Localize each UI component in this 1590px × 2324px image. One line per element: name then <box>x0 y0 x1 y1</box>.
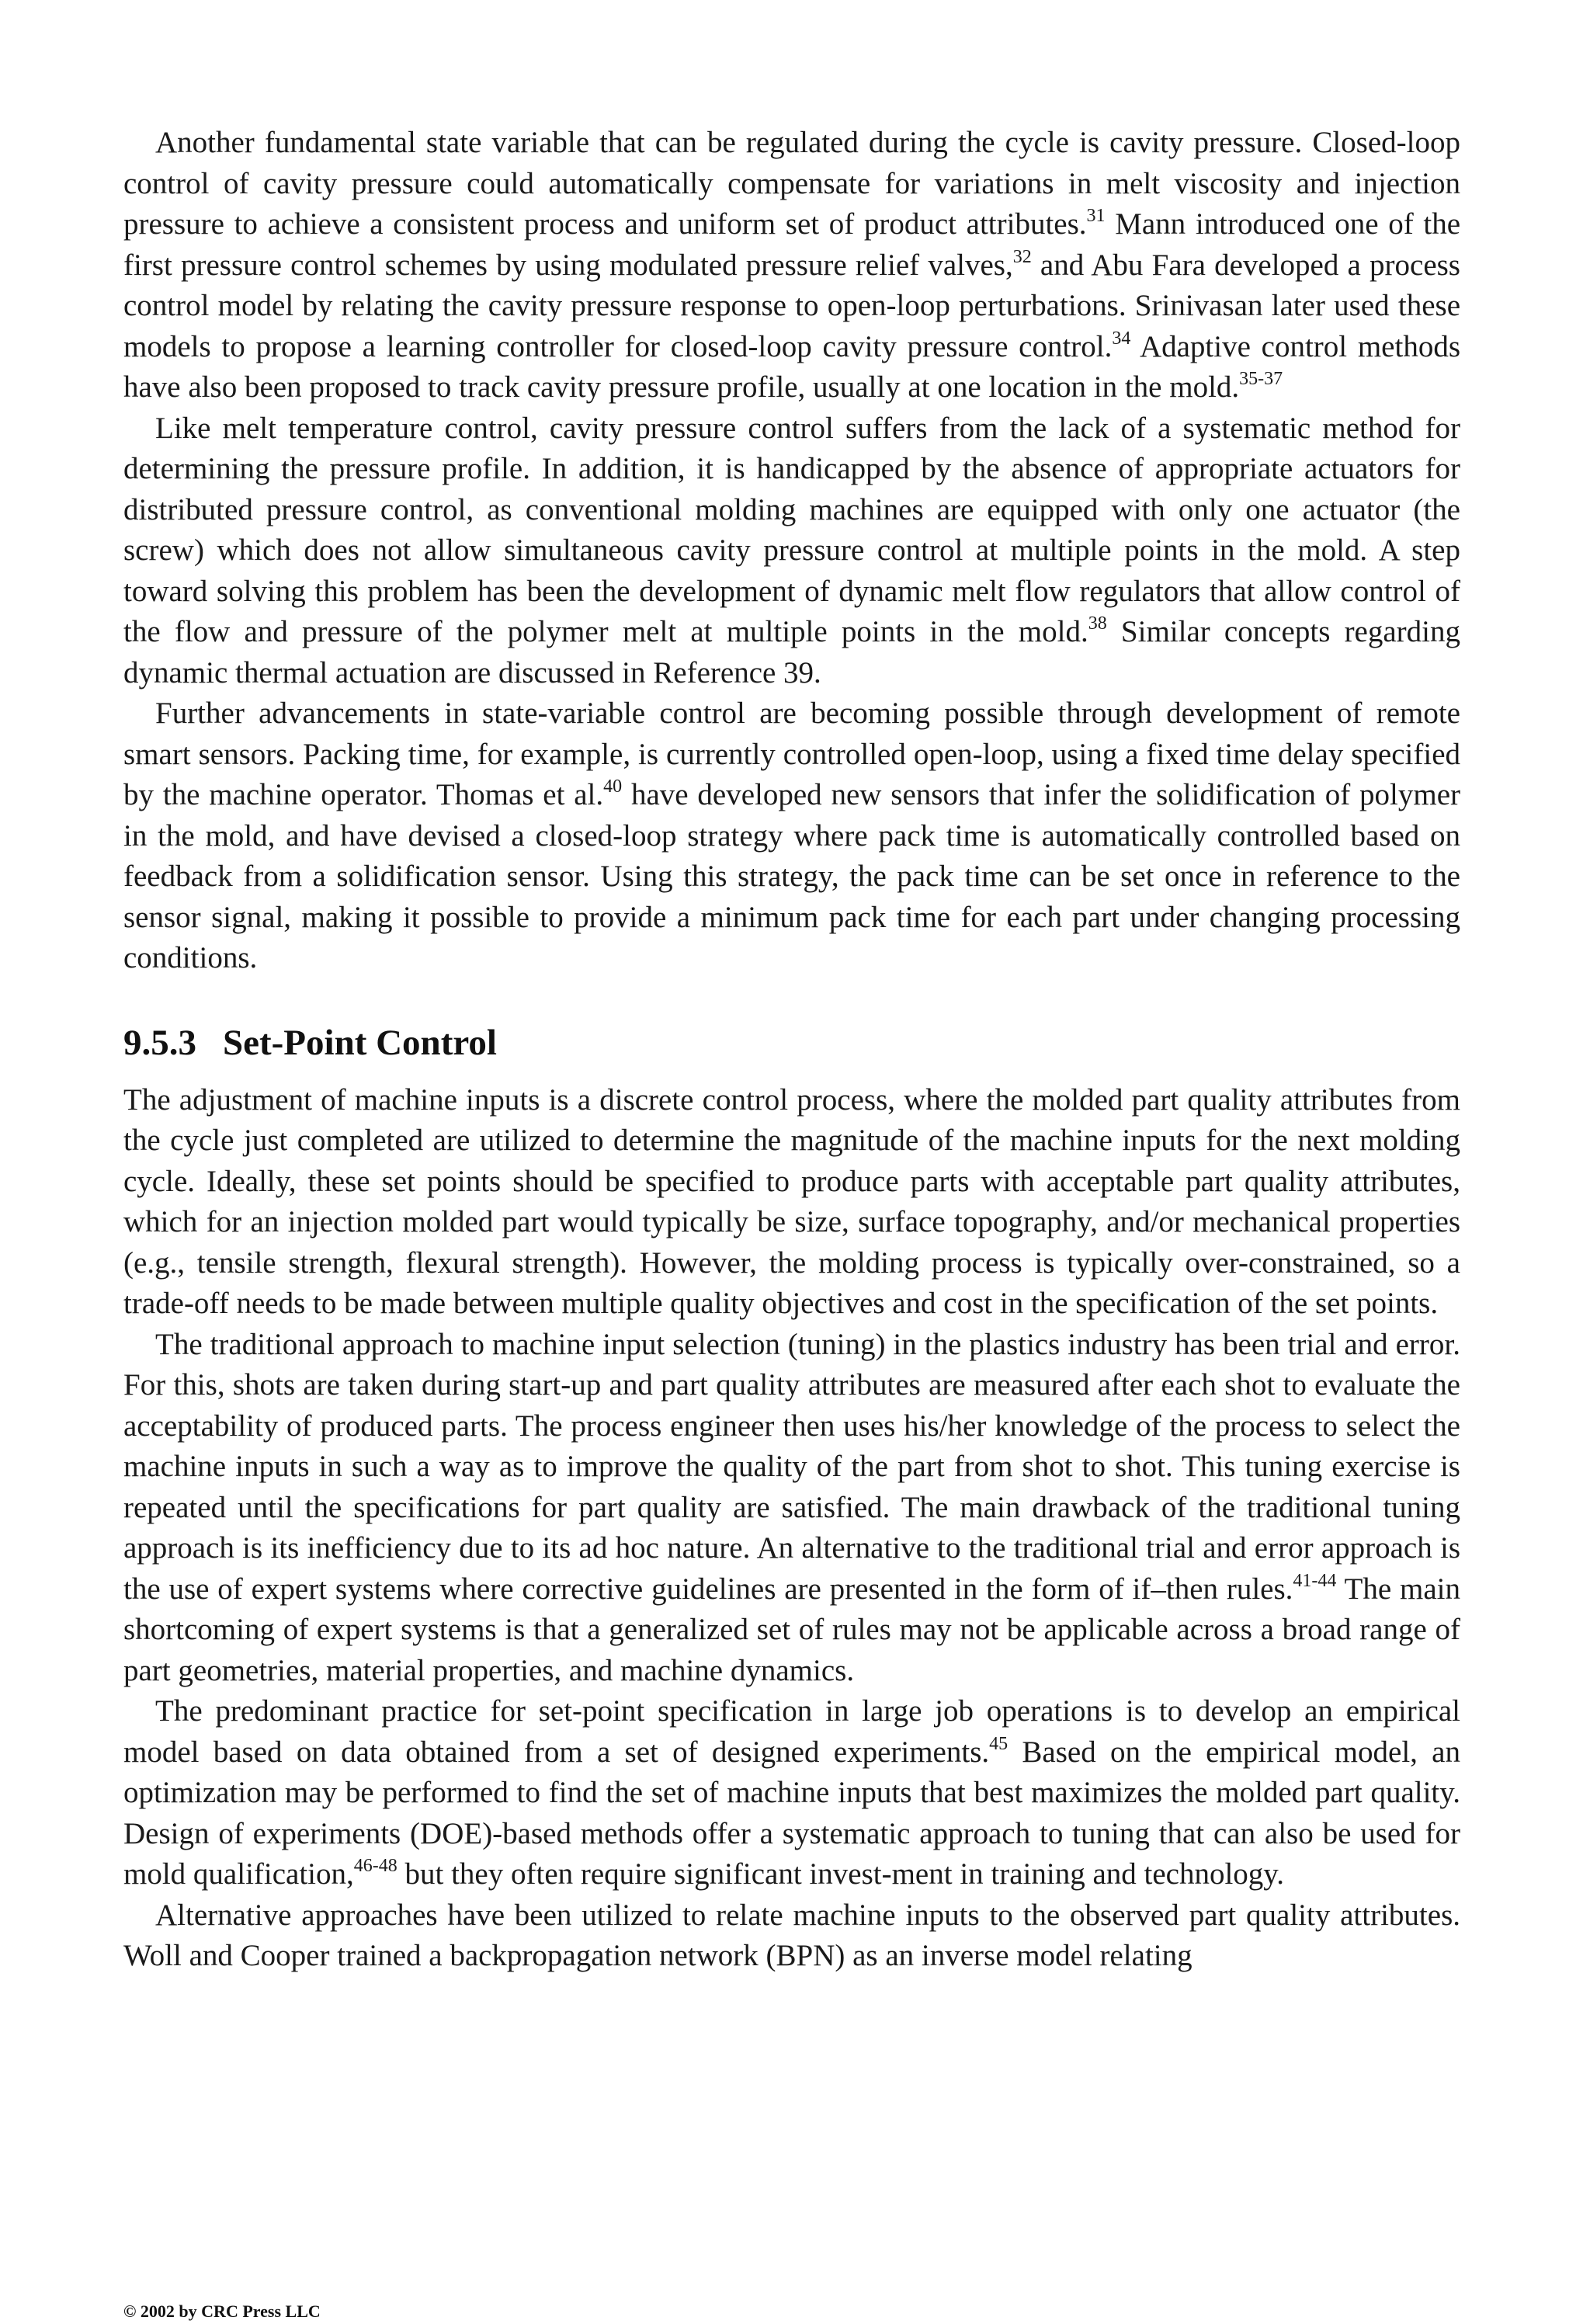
section-heading <box>123 1020 1460 1066</box>
paragraph-text: Similar concepts regarding dynamic thermal actuation are discussed in Reference 39. <box>123 615 1461 690</box>
paragraph-text: Further advancements in state-variable control are becoming possible through development of remote smart sensors. Packing time, for example, is currently controlled open-loop, using a fixed time delay specified by the machine operator. Thomas et al. <box>123 697 1460 811</box>
page-body <box>123 123 1460 1977</box>
section-title: Set-Point Control <box>223 1022 497 1063</box>
citation-superscript: 41-44 <box>1293 1570 1337 1591</box>
paragraph-text: have developed new sensors that infer the solidification of polymer in the mold, and have devised a closed-loop strategy where pack time is automatically controlled based on feedback from a solidification sensor. Using this strategy, the pack time can be set once in reference to the sensor signal, making it possible to provide a minimum pack time for each part under changing processing conditions. <box>123 778 1460 974</box>
copyright-footer: © 2002 by CRC Press LLC <box>123 2301 321 2321</box>
paragraph-text: Based on the empirical model, an optimization may be performed to find the set of machine inputs that best maximizes the molded part quality. Design of experiments (DOE)-based methods offer a systematic approach to tuning that can also be used for mold qualification, <box>123 1735 1460 1891</box>
paragraph-text: Adaptive control methods have also been proposed to track cavity pressure profile, usually at one location in the mold. <box>123 329 1461 404</box>
citation-superscript: 45 <box>989 1733 1009 1754</box>
paragraph-text: The main shortcoming of expert systems is that a generalized set of rules may not be applicable across a broad range of part geometries, material properties, and machine dynamics. <box>123 1572 1460 1687</box>
citation-superscript: 38 <box>1088 613 1107 634</box>
paragraph <box>123 1895 1460 1977</box>
citation-superscript: 35-37 <box>1239 369 1283 389</box>
section-number: 9.5.3 <box>123 1022 196 1063</box>
paragraph <box>123 1325 1460 1692</box>
paragraph-text: but they often require significant invest-ment in training and technology. <box>397 1857 1285 1891</box>
citation-superscript: 31 <box>1086 206 1106 226</box>
paragraph-text: The adjustment of machine inputs is a discrete control process, where the molded part quality attributes from the cycle just completed are utilized to determine the magnitude of the machine inputs for the next molding cycle. Ideally, these set points should be specified to produce parts with acceptable part quality attributes, which for an injection molded part would typically be size, surface topography, and/or mechanical properties (e.g., tensile strength, flexural strength). However, the molding process is typically over-constrained, so a trade-off needs to be made between multiple quality objectives and cost in the specification of the set points. <box>123 1082 1460 1320</box>
citation-superscript: 46-48 <box>353 1856 398 1876</box>
citation-superscript: 40 <box>603 776 623 797</box>
section-paragraphs <box>123 1080 1460 1977</box>
paragraph-text: Mann introduced one of the first pressure control schemes by using modulated pressure relief valves, <box>123 207 1461 282</box>
paragraph <box>123 408 1460 694</box>
citation-superscript: 32 <box>1012 246 1032 267</box>
paragraph-text: and Abu Fara developed a process control model by relating the cavity pressure response to open-loop perturbations. Srinivasan later used these models to propose a learning controller for closed-loop cavity pressure control. <box>123 248 1460 363</box>
paragraph-text: Like melt temperature control, cavity pressure control suffers from the lack of a systematic method for determining the pressure profile. In addition, it is handicapped by the absence of appropriate actuators for distributed pressure control, as conventional molding machines are equipped with only one actuator (the screw) which does not allow simultaneous cavity pressure control at multiple points in the mold. A step toward solving this problem has been the development of dynamic melt flow regulators that allow control of the flow and pressure of the polymer melt at multiple points in the mold. <box>123 411 1460 648</box>
citation-superscript: 34 <box>1112 328 1131 349</box>
paragraph-text: The predominant practice for set-point specification in large job operations is to develop an empirical model based on data obtained from a set of designed experiments. <box>123 1694 1460 1769</box>
paragraph <box>123 693 1460 979</box>
paragraph <box>123 1080 1460 1325</box>
intro-paragraphs <box>123 123 1460 979</box>
paragraph-text: The traditional approach to machine input selection (tuning) in the plastics industry has been trial and error. For this, shots are taken during start-up and part quality attributes are measured after each shot to evaluate the acceptability of produced parts. The process engineer then uses his/her knowledge of the process to select the machine inputs in such a way as to improve the quality of the part from shot to shot. This tuning exercise is repeated until the specifications for part quality are satisfied. The main drawback of the traditional tuning approach is its inefficiency due to its ad hoc nature. An alternative to the traditional trial and error approach is the use of expert systems where corrective guidelines are presented in the form of if–then rules. <box>123 1327 1460 1606</box>
paragraph-text: Another fundamental state variable that can be regulated during the cycle is cavity pressure. Closed-loop control of cavity pressure could automatically compensate for variations in melt viscosity and injection pressure to achieve a consistent process and uniform set of product attributes. <box>123 126 1460 241</box>
paragraph <box>123 123 1460 408</box>
paragraph <box>123 1691 1460 1895</box>
paragraph-text: Alternative approaches have been utilized to relate machine inputs to the observed part quality attributes. Woll and Cooper trained a backpropagation network (BPN) as an inverse model relating <box>123 1898 1460 1972</box>
